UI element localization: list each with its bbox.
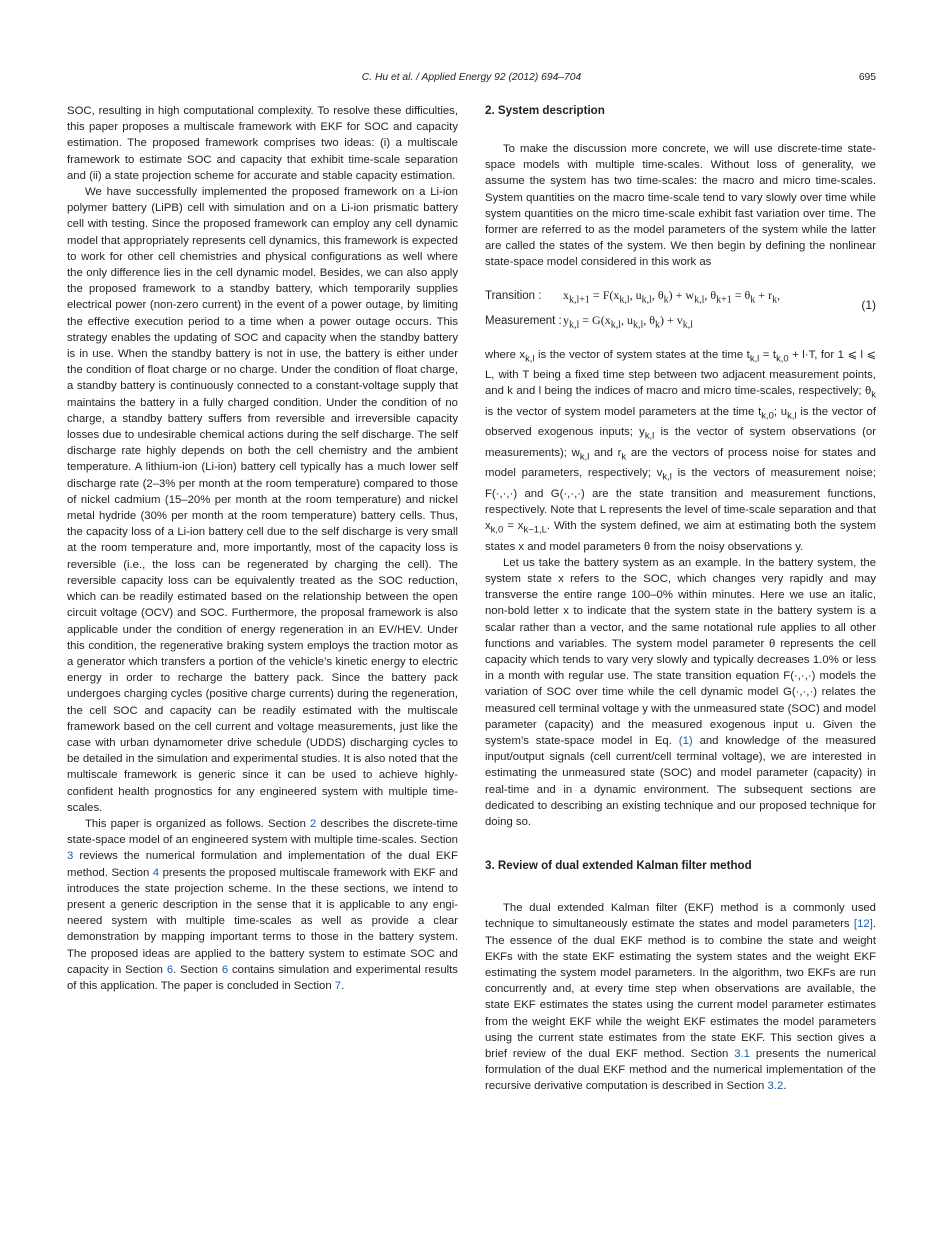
section-link[interactable]: 7 [334, 979, 342, 992]
right-column [485, 103, 876, 1095]
measurement-equation: $y_{k,l} = G(x_{k,l}$, $u_{k,l}$, $\theta_k) + v_{k,l}$ [563, 313, 694, 331]
running-header [67, 72, 876, 86]
section-link[interactable]: 6 [166, 963, 174, 976]
paragraph: To make the discussion more concrete, we will use discrete-time state-space models with multiple time-scales. Without loss of generality, we assume the system has two time-scales: the macro and micro time-scales. System quantities on the macro time-scale tend to vary slowly over time while system quantities on the micro time-scale exhibit fast variation over time. The former are referred to as the model parameters of the system while the latter are called the states of the system. We then begin by defining the nonlinear state-space model considered in this work as [485, 143, 876, 269]
section-link[interactable]: 2 [310, 817, 317, 830]
paragraph: where $x_{k,l}$ is the vector of system states at the time $t_{k,l} = t_{k,0} + l\cdot T$, for 1 ⩽ l ⩽ L, with T being a fixed time step between two adjacent measurement points, and k and l being the indices of macro and micro time-scales, respectively; $\theta_k$ is the vector of system model parameters at the time $t_{k,0}$; $u_{k,l}$ is the vector of observed exogenous inputs; $y_{k,l}$ is the vector of system observations (or measurements); $w_{k,l}$ and $r_k$ are the vectors of process noise for states and model parameters, respectively; $v_{k,l}$ is the vectors of measurement noise; F(·,·,·) and G(·,·,·) are the state transition and measurement functions, respectively. Note that L represents the level of time-scale separation and that $x_{k,0} = x_{k-1,L}$. With the system defined, we aim at estimating both the system states x and model parameters θ from the noisy observations y. [485, 348, 877, 553]
transition-equation: $x_{k,l+1} = F(x_{k,l}$, $u_{k,l}$, $\theta_k) + w_{k,l}$, $\theta_{k+1} = \theta_k + r_k$, [563, 287, 781, 306]
paragraph: Let us take the battery system as an example. In the battery system, the system state x refers to the SOC, which changes very rapidly and may transverse the entire range 100–0% within minutes. Here we use an italic, non-bold letter x to indicate that the system state in the battery system is a scalar rather than a vector, and the same notational rule applies to all other functions and variables. The system model parameter θ represents the cell capacity which tends to vary very slowly and typically decreases 1.0% or less in a month with regular use. The state transition equation F(·,·,·) models the variation of SOC over time while the cell dynamic model G(·,·,·) relates the measured cell terminal voltage y with the unmeasured state (SOC) and model parameter (capacity) and the measured exogenous input u. Given the system’s state-space model in Eq. (1) and knowledge of the measured input/output signals (cell current/cell terminal voltage), we are interested in estimating the unmeasured state (SOC) and model parameter (capacity) in real-time and in a dynamic environment. The subsequent sections are dedicated to describing an existing technique and our proposed technique for doing so. [485, 556, 876, 828]
section-link[interactable]: 6 [221, 963, 229, 976]
equation-label: Measurement : [485, 315, 562, 328]
paragraph: SOC, resulting in high computational complexity. To resolve these difficulties, this paper proposes a multiscale framework with EKF for SOC and capacity estimation. The proposed framework comprises two ideas: (i) a multiscale framework to estimate SOC and capacity that exhibit time-scale separation and (ii) a state projection scheme for accurate and stable capacity estimation. [67, 105, 458, 182]
paragraph: We have successfully implemented the proposed framework on a Li-ion polymer battery (LiPB) cell with simulation and on a Li-ion prismatic battery cell with testing. Since the proposed framework can employ any cell dynamic model that appropriately represents cell dynamics, this framework is expected to work for other cell chemistries and physical configurations as well where the only difference lies in the cell dynamic model. Besides, we can also apply the proposed framework to a standby battery, which temporarily supplies electrical power (non-zero current) in the event of a power outage, by limiting the effective execution period to a time when a power outage occurs. This strategy enables the updating of SOC and capacity when the standby battery is in use. When the standby battery is not in use, the battery is either under the condition of float charge or no charge. Under the condition of float charge, a standby battery is continuously connected to a constant-voltage supply that maintains the battery in a fully charged condition. Under the condition of no charge, a standby battery suffers from reversible and irreversible capacity losses due to undesirable chemical actions during the self discharge. The self discharge rate highly depends on both the cell chemistry and the ambient temperature. A lithium-ion (Li-ion) battery cell typically has a much lower self discharge rate (2–3% per month at the room temperature) compared to those of nickel cadmium (15–20% per month at the room temperature) and nickel metal hydride (30% per month at the room temperature) battery cells. Thus, the capacity loss of a Li-ion battery cell due to the self discharge is very small at the room temperature and, more importantly, most of the capacity loss is reversible (i.e., the loss can be regenerated by charging the cell). The reversible capacity loss can be equivalently treated as the SOC reduction, which can be readily estimated based on the relationship between the open circuit voltage (OCV) and SOC. Furthermore, the proposal framework is also applicable under the condition of energy regeneration in an EV/HEV. Under this condition, the regenerative braking system employs the traction motor as a generator which transfers a portion of the vehicle’s kinetic energy to electric energy in order to recharge the battery pack. Since the battery pack undergoes charging cycles (positive charge currents) during the regeneration, the cell SOC and capacity can be readily estimated with the multiscale framework based on the cell current and voltage measurements, just like the case with urban dynamometer drive schedule (UDDS) discharging cycles to be detailed in the simulation and experimental studies. It is also noted that the multiscale framework is generic since it can be used to achieve highly-confident health prognostics for any engineered system with multiple time-scales. [67, 186, 458, 814]
section-heading: 3. Review of dual extended Kalman filter method [485, 859, 752, 873]
equation-link[interactable]: (1) [678, 734, 693, 747]
section-link[interactable]: 3.2 [767, 1080, 784, 1093]
equation-number: (1) [861, 297, 876, 312]
section-link[interactable]: 3 [67, 850, 74, 863]
equation-1 [485, 285, 876, 339]
section-link[interactable]: 3.1 [734, 1048, 750, 1060]
page-number: 695 [858, 72, 876, 83]
citation-link[interactable]: [12] [853, 918, 873, 931]
section-link[interactable]: 4 [152, 866, 160, 879]
paragraph: This paper is organized as follows. Section 2 describes the discrete-time state-space model of an engineered system with multiple time-scales. Section 3 reviews the numerical formulation and implementation of the dual EKF method. Section 4 presents the proposed multiscale framework with EKF and introduces the state projection scheme. In the these sections, we intend to present a generic description in the sense that it is applicable to any engineered system with multiple time-scales as well as provide a clear demonstration by mapping important terms to those in the battery system. The proposed ideas are applied to the battery system to estimate SOC and capacity in Section 6. Section 6 contains simulation and experimental results of this application. The paper is concluded in Section 7. [67, 817, 458, 992]
equation-label: Transition : [485, 289, 542, 302]
paragraph: The dual extended Kalman filter (EKF) method is a commonly used technique to simultaneously estimate the states and model parameters [12]. The essence of the dual EKF method is to combine the state and weight EKFs with the state EKF estimating the system states and the weight EKF estimating the system model parameters. In the algorithm, two EKFs are run concurrently and, at every time step when observations are available, the state EKF estimates the states using the current model parameter estimates from the weight EKF while the weight EKF estimates the model parameters using the current state estimates from the state EKF. This section gives a brief review of the dual EKF method. Section 3.1 presents the numerical formulation of the dual EKF method and the numerical implementation of the recursive derivative computation is described in Section 3.2. [485, 902, 876, 1093]
left-column [67, 103, 458, 994]
running-title: C. Hu et al. / Applied Energy 92 (2012) 694–704 [361, 72, 582, 83]
section-heading: 2. System description [485, 104, 605, 117]
